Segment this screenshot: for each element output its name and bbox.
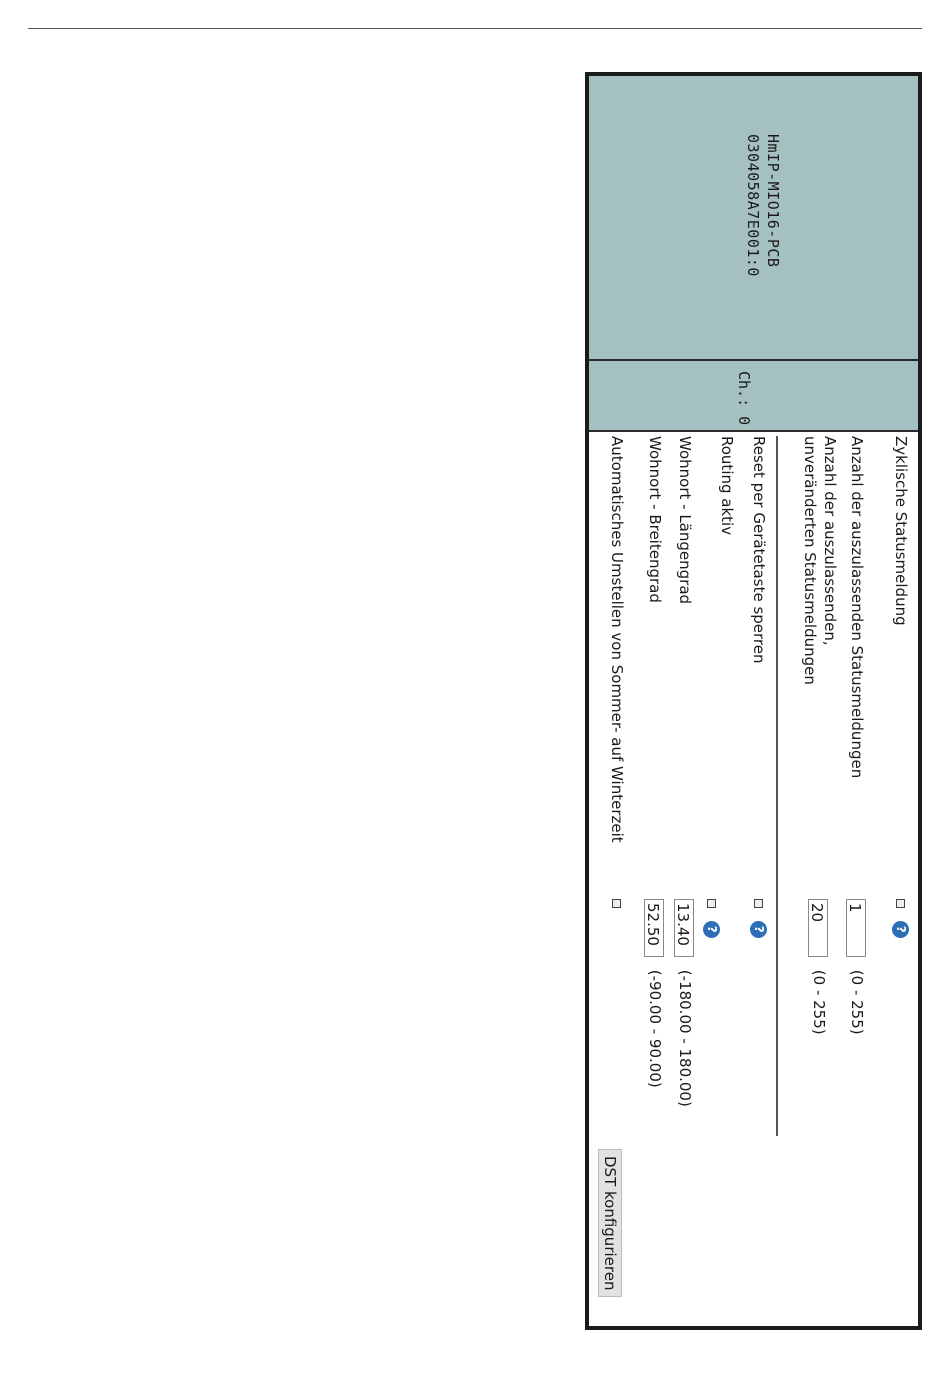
latitude-range: (-90.00 - 90.00)	[646, 969, 664, 1088]
channel-label: Ch.: 0	[735, 371, 753, 426]
dst-label: Automatisches Umstellen von Sommer- auf Winterzeit	[608, 436, 626, 843]
cyclic-status-checkbox[interactable]	[896, 899, 905, 908]
skip-unchanged-label-line2: unveränderten Statusmeldungen	[801, 436, 819, 685]
routing-controls	[701, 899, 723, 938]
reset-lock-checkbox[interactable]	[754, 899, 763, 908]
dst-checkbox[interactable]	[612, 899, 621, 908]
routing-label: Routing aktiv	[718, 436, 736, 536]
skip-status-label: Anzahl der auszulassenden Statusmeldungen	[848, 436, 866, 779]
routing-checkbox[interactable]	[707, 899, 716, 908]
longitude-range: (-180.00 - 180.00)	[676, 969, 694, 1107]
cyclic-status-label: Zyklische Statusmeldung	[892, 436, 910, 626]
channel-header-cell	[589, 361, 918, 432]
parameter-list	[589, 436, 918, 1326]
help-icon[interactable]: ?	[750, 921, 767, 938]
skip-status-range: (0 - 255)	[848, 969, 866, 1035]
latitude-label: Wohnort - Breitengrad	[646, 436, 664, 603]
longitude-input[interactable]: 13.40	[675, 899, 695, 957]
section-separator	[776, 436, 778, 1136]
skip-unchanged-input[interactable]: 20	[809, 899, 829, 957]
skip-status-input[interactable]: 1	[847, 899, 867, 957]
reset-lock-label: Reset per Gerätetaste sperren	[750, 436, 768, 664]
device-header-cell	[589, 76, 918, 361]
device-name: HmIP-MIO16-PCB	[764, 134, 782, 268]
longitude-label: Wohnort - Längengrad	[676, 436, 694, 605]
top-divider	[28, 28, 922, 29]
help-icon[interactable]: ?	[703, 921, 720, 938]
latitude-input[interactable]: 52.50	[645, 899, 665, 957]
skip-unchanged-range: (0 - 255)	[810, 969, 828, 1035]
device-parameter-panel	[585, 72, 922, 1330]
dst-configure-button[interactable]: DST konfigurieren	[598, 1149, 622, 1297]
help-icon[interactable]: ?	[892, 921, 909, 938]
skip-unchanged-label-line1: Anzahl der auszulassenden,	[821, 436, 839, 646]
device-address: 0304058A7E001:0	[744, 134, 762, 277]
